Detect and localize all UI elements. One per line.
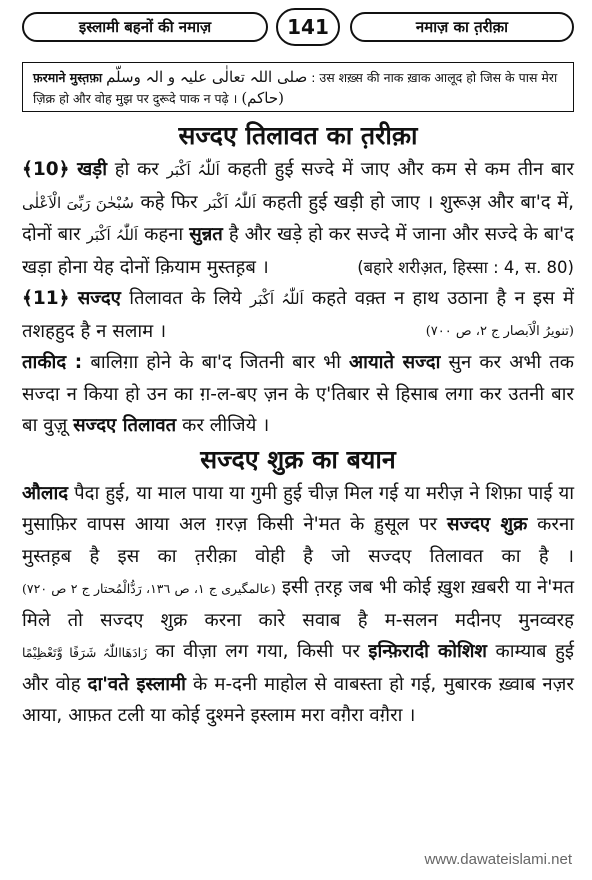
arabic-takbir: اَللّٰہُ اَکْبَر <box>166 161 220 179</box>
bold-term-sunnat: सुन्नत <box>189 224 223 245</box>
text: करना मुस्तह़ब है इस का त़रीक़ा वोही है जो सज्दए तिलावत का है । <box>22 514 575 567</box>
header-chapter-title <box>350 12 574 42</box>
text: कहते वक़्त न हाथ उठाना है न इस में तशहहुद है न सलाम । <box>22 288 574 342</box>
text: कहे फिर <box>140 191 198 213</box>
reference-bahare-shariat: (बहारे शरीअ़त, हिस्सा : 4, स. 80) <box>357 257 574 277</box>
text: बालिग़ा होने के बा'द जितनी बार भी <box>90 352 341 373</box>
bold-term-infiradi-koshish: इन्फ़िरादी कोशिश <box>368 641 487 662</box>
arabic-dua-madina: زَادَھَااللّٰہُ شَرَفًا وَّتَعْظِیْمًا <box>22 645 148 660</box>
text: इसी त़रह़ जब भी कोई ख़ुश ख़बरी या ने'मत मिले तो सज्दए शुक्र करना कारे सवाब है म-सलन मदीनए मुनव्वरह <box>22 577 574 631</box>
text: कहना <box>144 224 184 245</box>
text: हो कर <box>114 159 159 180</box>
bold-term-khadi: खड़ी <box>77 159 107 180</box>
text: कहती हुई खड़ी हो जाए । शुरूअ़ और बा'द में, दोनों बार <box>22 191 575 245</box>
paragraph-number-10: ﴾10﴿ <box>22 159 70 180</box>
bold-term-sajdah-shukr: सज्दए शुक्र <box>446 514 528 535</box>
section-title-sajdah-tilawat: सज्दए तिलावत का त़रीक़ा <box>178 121 418 150</box>
reference-tanwir-ul-absar: (تنویرُ الْاَبصار ج ٢، ص ٧٠٠) <box>425 323 574 339</box>
footer-website-url <box>424 851 572 868</box>
text: का वीज़ा लग गया, किसी पर <box>155 641 360 662</box>
hadith-quote-box <box>22 62 574 112</box>
text: कर लीजिये । <box>182 415 270 436</box>
text: के म-दनी माहोल से वाबस्ता हो गई, मुबारक ख़्वाब नज़र आया, आफ़त टली या कोई दुश्मने इस्लाम मरा वग़ैरा वग़ैरा । <box>22 673 574 726</box>
quote-source: (حاکم) <box>241 89 284 107</box>
text: सुन कर अभी तक सज्दा न किया हो उन का ग़-ल-बए ज़न के ए'तिबार से हिसाब लगा कर उतनी बार बा वुज़ू <box>22 352 574 436</box>
page-number <box>276 8 340 46</box>
bold-term-sajdah: सज्दए <box>77 288 121 309</box>
text: तिलावत के लिये <box>129 288 242 309</box>
text: काम्याब हुई और वोह <box>22 641 574 695</box>
quote-label: फ़रमाने मुस्त़फ़ा <box>33 70 103 85</box>
header-book-title-text: इस्लामी बहनों की नमाज़ <box>78 18 212 36</box>
quote-text-line2: ज़िक्र हो और वोह मुझ पर दुरूदे पाक न पढ़े । <box>33 91 238 106</box>
text: है और खड़े हो कर सज्दे में जाना और सज्दे के बा'द खड़ा होना येह दोनों क़ियाम मुस्तह़ब । <box>22 224 574 278</box>
page-number-text: 141 <box>287 15 329 39</box>
header-chapter-title-text: नमाज़ का त़रीक़ा <box>415 18 509 36</box>
bold-term-aulad: औलाद <box>22 482 69 504</box>
bold-term-aayate-sajdah: आयाते सज्दा <box>349 352 441 373</box>
arabic-takbir: اَللّٰہُ اَکْبَر <box>204 193 257 212</box>
paragraph-takeed <box>22 347 574 442</box>
paragraph-sajdah-shukr <box>22 478 574 732</box>
bold-term-sajdah-tilawat: सज्दए तिलावत <box>73 415 177 436</box>
paragraph-number-11: ﴾11﴿ <box>22 288 70 309</box>
quote-text-line1: : उस शख़्स की नाक ख़ाक आलूद हो जिस के पास मेरा <box>311 70 558 85</box>
header-book-title <box>22 12 268 42</box>
footer-url-text: www.dawateislami.net <box>424 851 572 868</box>
paragraph-10 <box>22 154 574 283</box>
text: पैदा हुई, या माल पाया या गुमी हुई चीज़ मिल गई या मरीज़ ने शिफ़ा पाई या मुसाफ़िर वापस आया अल ग़रज़ किसी ने'मत के ह़ुसूल पर <box>22 482 574 535</box>
bold-term-dawat-e-islami: दा'वते इस्लामी <box>87 673 186 695</box>
paragraph-11 <box>22 283 574 347</box>
section-title-sajdah-shukr: सज्दए शुक्र का बयान <box>200 444 396 474</box>
page-content <box>22 118 574 732</box>
text: कहती हुई सज्दे में जाए और कम से कम तीन बार <box>227 159 574 180</box>
bold-label-takeed: ताकीद : <box>22 352 83 373</box>
quote-salutation-arabic: صلی اللہ تعالٰی علیہ و الہ وسلّم <box>106 68 308 86</box>
arabic-tasbih: سُبْحٰنَ رَبِّیَ الْاَعْلٰی <box>22 193 134 212</box>
reference-alamgiri: (عالمگیری ج ١، ص ١٣٦، رَدُّالْمُحتار ج ٢ ص ٧٢٠) <box>22 581 276 596</box>
arabic-takbir: اَللّٰہُ اَکْبَر <box>249 290 304 308</box>
arabic-takbir: اَللّٰہُ اَکْبَر <box>86 226 139 244</box>
